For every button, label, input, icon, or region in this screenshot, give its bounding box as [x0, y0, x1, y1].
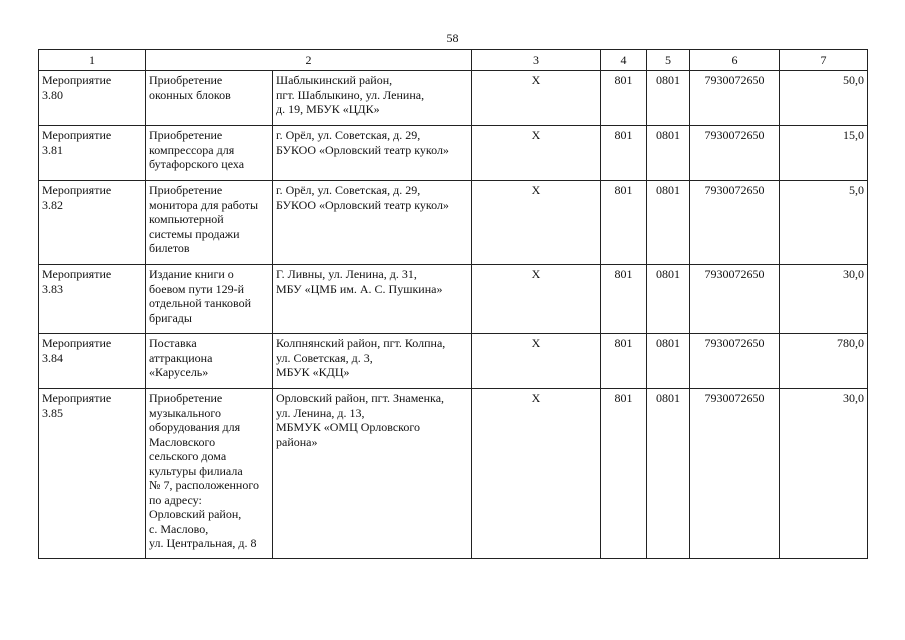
- col5-cell: 0801: [647, 334, 690, 389]
- col5-cell: 0801: [647, 181, 690, 265]
- address-cell: г. Орёл, ул. Советская, д. 29, БУКОО «Орловский театр кукол»: [273, 181, 472, 265]
- col3-cell: X: [472, 71, 601, 126]
- col4-cell: 801: [601, 126, 647, 181]
- header-cell-4: 4: [601, 50, 647, 71]
- col6-cell: 7930072650: [690, 126, 780, 181]
- table-row: [39, 265, 868, 334]
- col3-cell: X: [472, 265, 601, 334]
- event-cell: Мероприятие 3.84: [39, 334, 146, 389]
- col4-cell: 801: [601, 389, 647, 559]
- table-row: [39, 126, 868, 181]
- col4-cell: 801: [601, 334, 647, 389]
- header-cell-1: 1: [39, 50, 146, 71]
- event-cell: Мероприятие 3.82: [39, 181, 146, 265]
- header-cell-3: 3: [472, 50, 601, 71]
- col7-cell: 15,0: [780, 126, 868, 181]
- col4-cell: 801: [601, 181, 647, 265]
- item-name-cell: Приобретение монитора для работы компьютерной системы продажи билетов: [146, 181, 273, 265]
- address-cell: Орловский район, пгт. Знаменка, ул. Ленина, д. 13, МБМУК «ОМЦ Орловского района»: [273, 389, 472, 559]
- col5-cell: 0801: [647, 389, 690, 559]
- col7-cell: 50,0: [780, 71, 868, 126]
- table-row: [39, 389, 868, 559]
- col4-cell: 801: [601, 71, 647, 126]
- expenditure-table: [38, 49, 868, 559]
- table-row: [39, 181, 868, 265]
- col6-cell: 7930072650: [690, 334, 780, 389]
- event-cell: Мероприятие 3.80: [39, 71, 146, 126]
- col6-cell: 7930072650: [690, 389, 780, 559]
- address-cell: Шаблыкинский район, пгт. Шаблыкино, ул. Ленина, д. 19, МБУК «ЦДК»: [273, 71, 472, 126]
- item-name-cell: Приобретение оконных блоков: [146, 71, 273, 126]
- item-name-cell: Издание книги о боевом пути 129-й отдельной танковой бригады: [146, 265, 273, 334]
- header-cell-6: 6: [690, 50, 780, 71]
- table-row: [39, 71, 868, 126]
- col3-cell: X: [472, 334, 601, 389]
- col6-cell: 7930072650: [690, 181, 780, 265]
- header-cell-2: 2: [146, 50, 472, 71]
- address-cell: Колпнянский район, пгт. Колпна, ул. Советская, д. 3, МБУК «КДЦ»: [273, 334, 472, 389]
- col7-cell: 5,0: [780, 181, 868, 265]
- col3-cell: X: [472, 389, 601, 559]
- item-name-cell: Приобретение музыкального оборудования для Масловского сельского дома культуры филиала № 7, расположенного по адресу: Орловский район, с. Маслово, ул. Центральная, д. 8: [146, 389, 273, 559]
- col3-cell: X: [472, 126, 601, 181]
- col4-cell: 801: [601, 265, 647, 334]
- header-cell-7: 7: [780, 50, 868, 71]
- table-header-row: [39, 50, 868, 71]
- event-cell: Мероприятие 3.81: [39, 126, 146, 181]
- item-name-cell: Приобретение компрессора для бутафорского цеха: [146, 126, 273, 181]
- col7-cell: 30,0: [780, 389, 868, 559]
- col3-cell: X: [472, 181, 601, 265]
- header-cell-5: 5: [647, 50, 690, 71]
- col7-cell: 30,0: [780, 265, 868, 334]
- col6-cell: 7930072650: [690, 71, 780, 126]
- address-cell: Г. Ливны, ул. Ленина, д. 31, МБУ «ЦМБ им. А. С. Пушкина»: [273, 265, 472, 334]
- col6-cell: 7930072650: [690, 265, 780, 334]
- page-number: 58: [446, 31, 459, 45]
- item-name-cell: Поставка аттракциона «Карусель»: [146, 334, 273, 389]
- address-cell: г. Орёл, ул. Советская, д. 29, БУКОО «Орловский театр кукол»: [273, 126, 472, 181]
- col5-cell: 0801: [647, 71, 690, 126]
- col7-cell: 780,0: [780, 334, 868, 389]
- event-cell: Мероприятие 3.83: [39, 265, 146, 334]
- table-row: [39, 334, 868, 389]
- col5-cell: 0801: [647, 265, 690, 334]
- event-cell: Мероприятие 3.85: [39, 389, 146, 559]
- col5-cell: 0801: [647, 126, 690, 181]
